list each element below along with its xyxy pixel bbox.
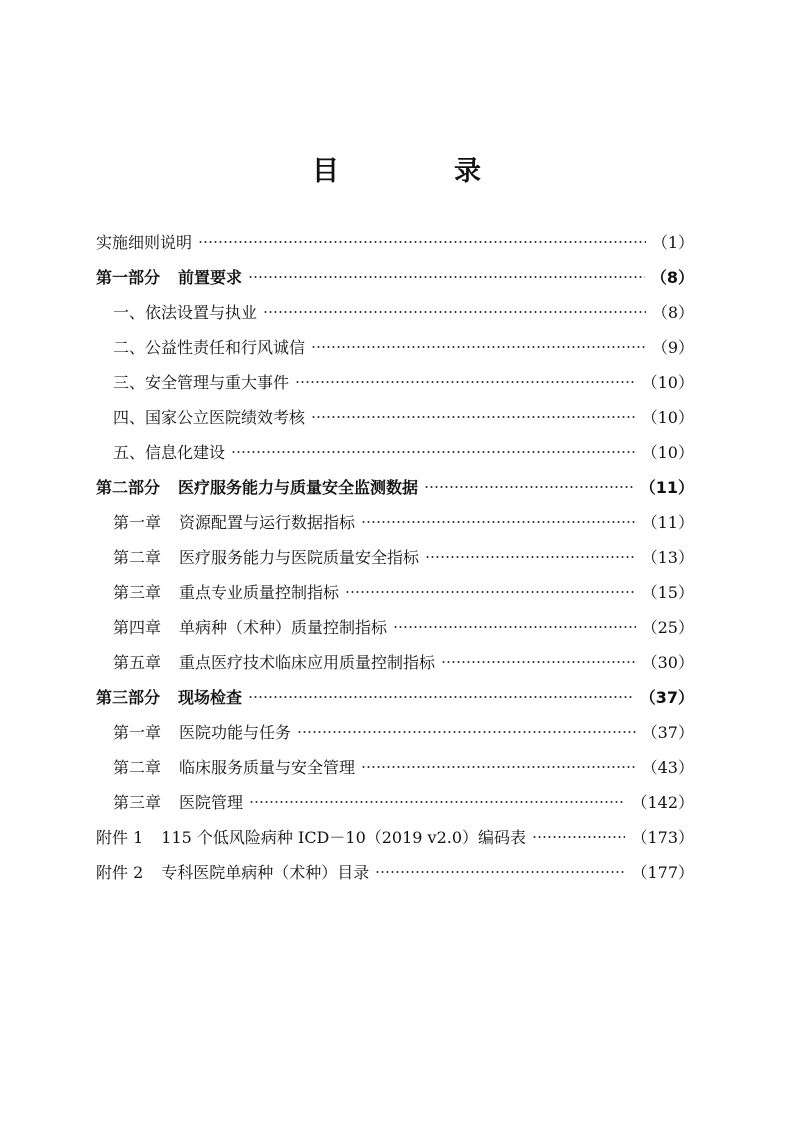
toc-entry-title: 一、依法设置与执业 (113, 303, 258, 322)
toc-entry-prefix: 第三章 (113, 583, 162, 602)
toc-entry-title: 单病种（术种）质量控制指标 (179, 618, 388, 637)
dot-leader (441, 661, 636, 663)
toc-entry-page-number: （10） (641, 443, 694, 462)
toc-entry-label (113, 335, 305, 358)
toc-entry-page-number: （43） (641, 758, 694, 777)
toc-entry-page-number: （9） (651, 338, 694, 357)
toc-entry-label (113, 755, 355, 778)
dot-leader (361, 766, 636, 768)
dot-leader (311, 346, 646, 348)
toc-entry-title: 临床服务质量与安全管理 (179, 758, 356, 777)
toc-entry-label (113, 615, 387, 638)
toc-entry-prefix: 第一部分 (96, 268, 161, 287)
toc-entry-page-number: （142） (631, 793, 694, 812)
toc-entry[interactable] (96, 224, 694, 259)
toc-entry-page-number: （30） (641, 653, 694, 672)
dot-leader (263, 311, 646, 313)
toc-entry-page-number: （8） (650, 268, 694, 287)
toc-entry-label (113, 510, 355, 533)
dot-leader (295, 381, 636, 383)
toc-entry-label (113, 405, 305, 428)
toc-entry[interactable] (96, 399, 694, 434)
toc-entry-label (96, 475, 418, 498)
toc-entry-page-number: （8） (651, 303, 694, 322)
toc-entry-page-number: （173） (631, 828, 694, 847)
dot-leader (231, 451, 636, 453)
dot-leader (311, 416, 636, 418)
dot-leader (532, 836, 625, 838)
dot-leader (345, 591, 636, 593)
toc-entry-label (113, 790, 243, 813)
toc-entry-title: 重点专业质量控制指标 (179, 583, 340, 602)
toc-entry-prefix: 第二章 (113, 548, 162, 567)
dot-leader (375, 871, 625, 873)
toc-entry-title: 五、信息化建设 (113, 443, 226, 462)
toc-entry-prefix: 第三章 (113, 793, 162, 812)
toc-entry-page-number: （10） (641, 408, 694, 427)
toc-entry-title: 四、国家公立医院绩效考核 (113, 408, 306, 427)
toc-entry-label (113, 545, 419, 568)
toc-entry-label (96, 230, 192, 253)
toc-entry[interactable] (96, 364, 694, 399)
dot-leader (425, 556, 636, 558)
toc-entry[interactable] (96, 609, 694, 644)
toc-entry[interactable] (96, 714, 694, 749)
toc-entry-prefix: 第一章 (113, 513, 162, 532)
toc-entry[interactable] (96, 854, 694, 889)
toc-entry-page-number: （1） (651, 233, 694, 252)
dot-leader (248, 696, 634, 698)
toc-entry[interactable] (96, 434, 694, 469)
toc-entry-title: 医院管理 (179, 793, 244, 812)
toc-entry-page-number: （37） (639, 688, 694, 707)
toc-entry-label (113, 300, 257, 323)
toc-entry[interactable] (96, 539, 694, 574)
page-title: 目 录 (312, 156, 525, 187)
toc-entry-title: 资源配置与运行数据指标 (179, 513, 356, 532)
toc-entry-page-number: （11） (641, 513, 694, 532)
toc-entry-prefix: 第四章 (113, 618, 162, 637)
dot-leader (248, 276, 645, 278)
toc-entry[interactable] (96, 574, 694, 609)
toc-entry-page-number: （13） (641, 548, 694, 567)
toc-entry-prefix: 附件 1 (96, 828, 144, 847)
toc-entry-label (96, 825, 526, 848)
toc-entry-page-number: （37） (641, 723, 694, 742)
toc-entry-title: 实施细则说明 (96, 233, 193, 252)
toc-entry-title: 重点医疗技术临床应用质量控制指标 (179, 653, 436, 672)
toc-entry-prefix: 第三部分 (96, 688, 161, 707)
dot-leader (249, 801, 625, 803)
toc-entry-label (113, 720, 291, 743)
toc-entry-prefix: 第二部分 (96, 478, 161, 497)
toc-entry[interactable] (96, 819, 694, 854)
toc-entry[interactable] (96, 259, 694, 294)
toc-entry[interactable] (96, 329, 694, 364)
dot-leader (297, 731, 636, 733)
toc-entry-title: 三、安全管理与重大事件 (113, 373, 290, 392)
dot-leader (424, 486, 634, 488)
toc-entry[interactable] (96, 749, 694, 784)
toc-entry-page-number: （15） (641, 583, 694, 602)
toc-entry-title: 医疗服务能力与质量安全监测数据 (178, 478, 419, 497)
toc-entry-label (113, 370, 289, 393)
toc-entry-title: 专科医院单病种（术种）目录 (161, 863, 370, 882)
toc-entry-title: 前置要求 (178, 268, 243, 287)
toc-entry[interactable] (96, 644, 694, 679)
toc-entry-label (113, 580, 339, 603)
toc-entry-label (96, 860, 369, 883)
toc-entry-label (96, 265, 242, 288)
toc-entry-prefix: 附件 2 (96, 863, 144, 882)
toc-entry-page-number: （10） (641, 373, 694, 392)
toc-entry-title: 医院功能与任务 (179, 723, 292, 742)
toc-entry-title: 现场检查 (178, 688, 243, 707)
toc-entry-title: 医疗服务能力与医院质量安全指标 (179, 548, 420, 567)
toc-entry[interactable] (96, 294, 694, 329)
toc-entry-title: 二、公益性责任和行风诚信 (113, 338, 306, 357)
toc-entry-page-number: （25） (641, 618, 694, 637)
toc-entry-label (113, 440, 225, 463)
dot-leader (393, 626, 636, 628)
toc-entry[interactable] (96, 784, 694, 819)
toc-entry-prefix: 第一章 (113, 723, 162, 742)
toc-entry-label (113, 650, 435, 673)
toc-entry-prefix: 第二章 (113, 758, 162, 777)
toc-entry-title: 115 个低风险病种 ICD－10（2019 v2.0）编码表 (161, 828, 527, 847)
dot-leader (361, 521, 636, 523)
toc-entry-prefix: 第五章 (113, 653, 162, 672)
toc-entry-label (96, 685, 242, 708)
toc-entry-page-number: （177） (631, 863, 694, 882)
dot-leader (198, 241, 646, 243)
toc-entry-page-number: （11） (639, 478, 694, 497)
toc-entry[interactable] (96, 469, 694, 504)
toc-entry[interactable] (96, 679, 694, 714)
table-of-contents (96, 224, 694, 889)
toc-entry[interactable] (96, 504, 694, 539)
